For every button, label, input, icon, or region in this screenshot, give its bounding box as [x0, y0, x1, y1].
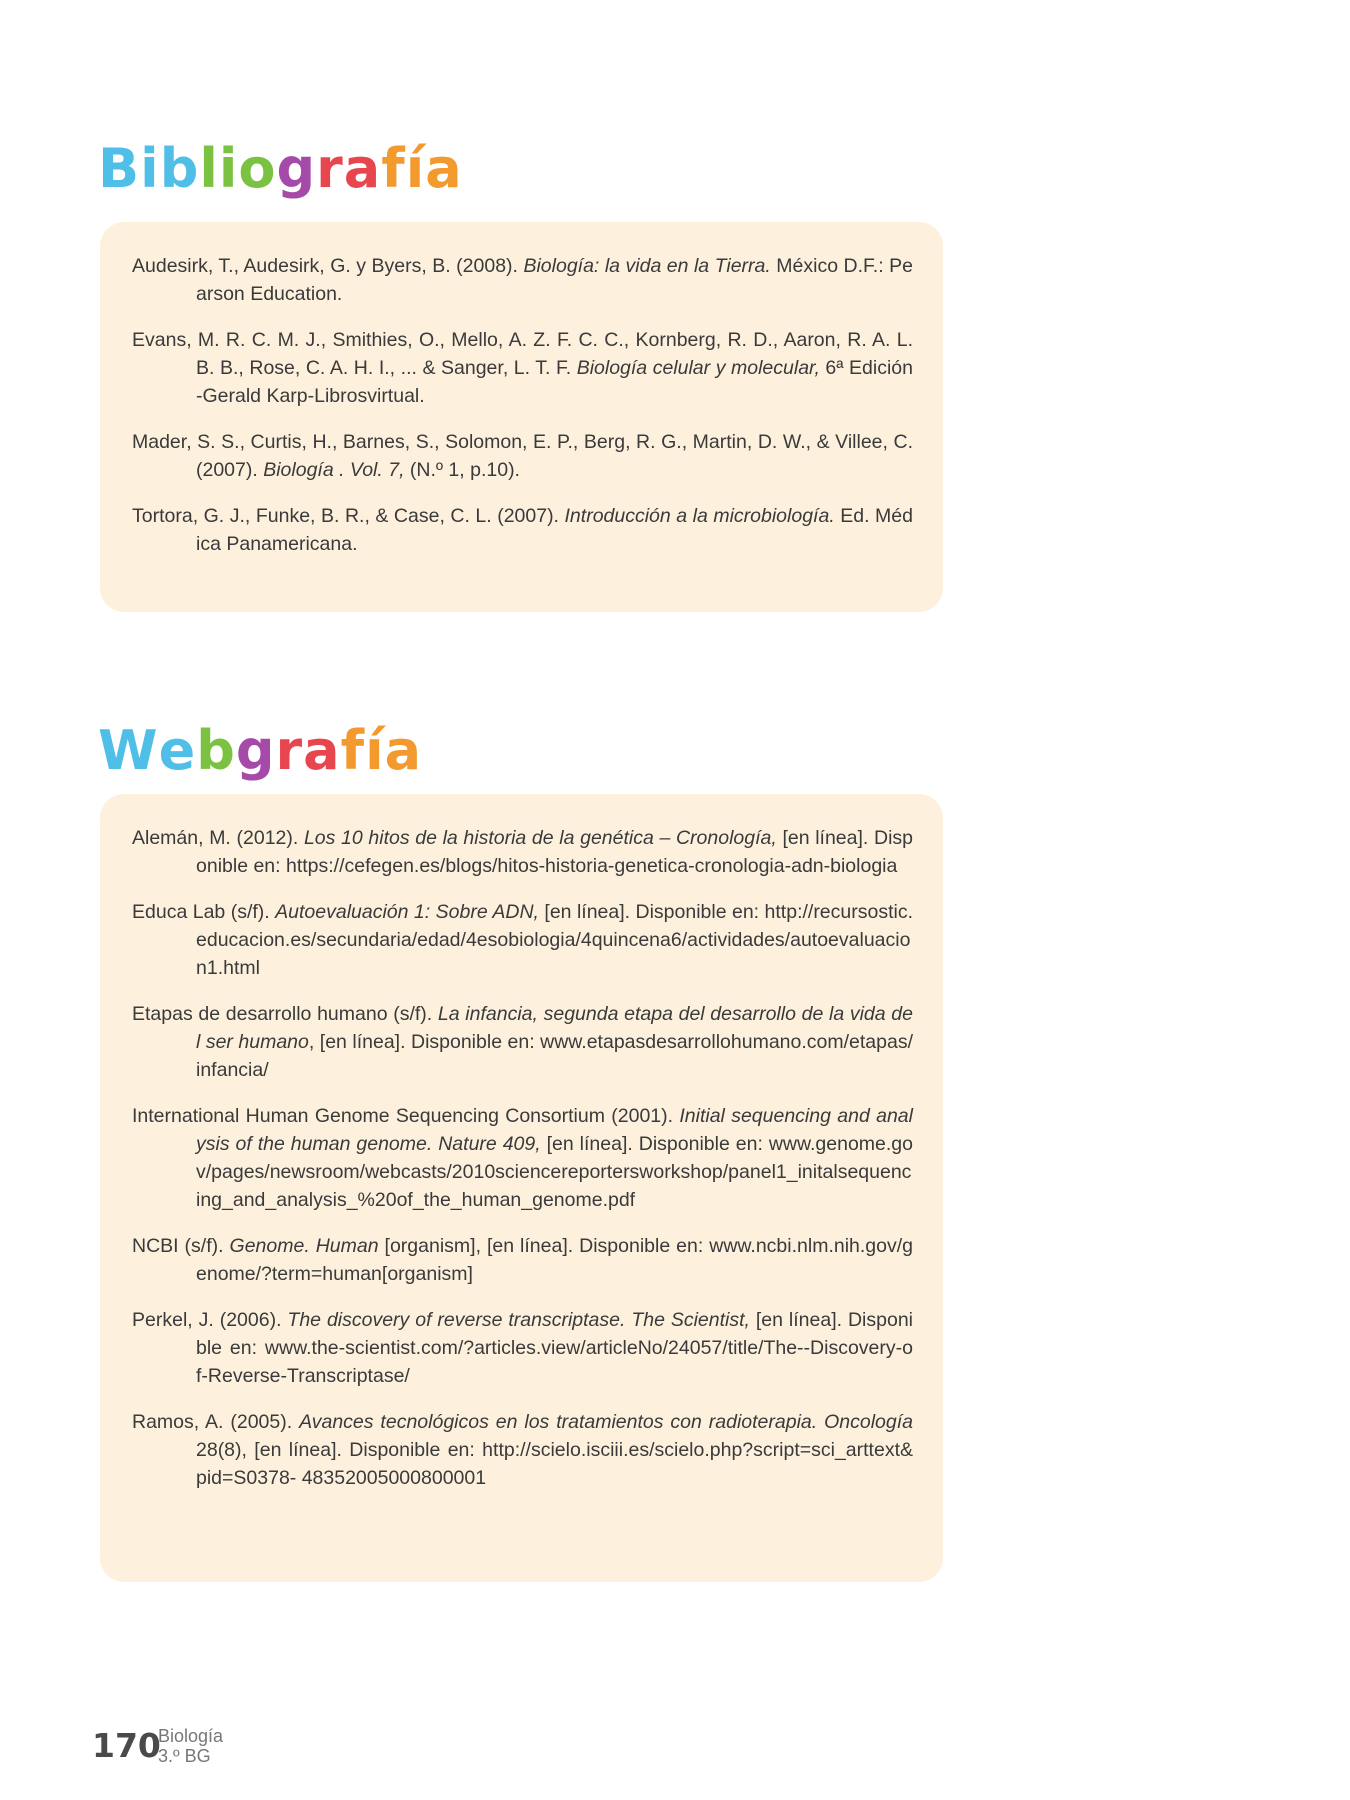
reference-title: Avances tecnológicos en los tratamientos con radioterapia. Oncología [299, 1411, 913, 1433]
reference-text: Evans, M. R. C. M. J., Smithies, O., Mello, A. Z. F. C. C., Kornberg, R. D., Aaron, R. A. L. B. B., Rose, C. A. H. I., ... & Sanger, L. T. F. [132, 329, 913, 379]
reference-title: Biología: la vida en la Tierra. [523, 255, 771, 277]
title-letter: i [140, 137, 160, 200]
title-letter: a [303, 719, 341, 782]
reference-entry [132, 1102, 913, 1214]
title-letter: í [365, 719, 385, 782]
title-letter: a [425, 137, 463, 200]
bibliografia-title [98, 137, 463, 200]
title-letter: b [159, 137, 200, 200]
reference-text: [en línea]. Disponible en: https://cefegen.es/blogs/hitos-historia-genetica-cronologia-adn-biologia [196, 827, 913, 877]
reference-title: Introducción a la microbiología. [564, 505, 835, 527]
title-letter: i [218, 137, 239, 200]
reference-text: (N.º 1, p.10). [404, 459, 520, 481]
reference-text: Perkel, J. (2006). [132, 1309, 288, 1331]
reference-entry [132, 428, 913, 484]
reference-text: Educa Lab (s/f). [132, 901, 276, 923]
reference-text: Ed. Médica Panamericana. [196, 505, 913, 555]
reference-title: Biología . Vol. 7, [263, 459, 405, 481]
title-letter: e [158, 719, 197, 782]
title-letter: r [316, 137, 344, 200]
reference-text: Audesirk, T., Audesirk, G. y Byers, B. (2008). [132, 255, 524, 277]
reference-entry [132, 326, 913, 410]
reference-text: , [en línea]. Disponible en: www.etapasdesarrollohumano.com/etapas/infancia/ [196, 1031, 913, 1081]
reference-title: Genome. Human [229, 1235, 379, 1257]
reference-entry [132, 824, 913, 880]
reference-text: Tortora, G. J., Funke, B. R., & Case, C. L. (2007). [132, 505, 565, 527]
reference-text: [en línea]. Disponible en: www.the-scientist.com/?articles.view/articleNo/24057/title/The--Discovery-of-Reverse-Transcriptase/ [196, 1309, 913, 1387]
reference-text: México D.F.: Pearson Education. [196, 255, 913, 305]
reference-title: La infancia, segunda etapa del desarrollo de la vida del ser humano [196, 1003, 913, 1053]
reference-text: [en línea]. Disponible en: www.genome.gov/pages/newsroom/webcasts/2010sciencereportersworkshop/panel1_initalsequencing_and_analysis_%20of_the_human_genome.pdf [196, 1133, 913, 1211]
reference-text: 6ª Edición-Gerald Karp-Librosvirtual. [196, 357, 913, 407]
title-letter: g [235, 719, 276, 782]
title-letter: l [199, 137, 219, 200]
reference-title: Biología celular y molecular, [576, 357, 820, 379]
title-letter: W [98, 719, 159, 782]
title-letter: í [405, 137, 426, 200]
reference-title: The discovery of reverse transcriptase. The Scientist, [287, 1309, 750, 1331]
reference-text: Mader, S. S., Curtis, H., Barnes, S., Solomon, E. P., Berg, R. G., Martin, D. W., & Villee, C. (2007). [132, 431, 913, 481]
reference-entry [132, 1306, 913, 1390]
title-letter: a [384, 719, 423, 782]
reference-title: Initial sequencing and analysis of the human genome. Nature 409, [196, 1105, 913, 1155]
title-letter: f [381, 137, 406, 200]
reference-text: 28(8), [en línea]. Disponible en: http://scielo.isciii.es/scielo.php?script=sci_arttext&pid=S0378- 48352005000800001 [196, 1439, 913, 1489]
reference-title: Los 10 hitos de la historia de la genética – Cronología, [303, 827, 777, 849]
reference-text: Ramos, A. (2005). [132, 1411, 300, 1433]
reference-entry [132, 502, 913, 558]
title-letter: o [238, 137, 277, 200]
footer-subject: Biología [158, 1726, 224, 1746]
footer-grade: 3.º BG [158, 1746, 211, 1766]
bibliografia-box [100, 222, 943, 612]
reference-entry [132, 1408, 913, 1492]
title-letter: a [343, 137, 382, 200]
title-letter: g [276, 137, 317, 200]
title-letter: B [98, 137, 141, 200]
webgrafia-title [98, 719, 423, 782]
reference-entry [132, 1000, 913, 1084]
reference-text: Alemán, M. (2012). [132, 827, 304, 849]
reference-text: International Human Genome Sequencing Consortium (2001). [132, 1105, 680, 1127]
title-letter: f [340, 719, 366, 782]
title-letter: r [275, 719, 304, 782]
reference-title: Autoevaluación 1: Sobre ADN, [275, 901, 539, 923]
title-letter: b [196, 719, 236, 782]
reference-text: [organism], [en línea]. Disponible en: www.ncbi.nlm.nih.gov/genome/?term=human[organism] [196, 1235, 913, 1285]
reference-text: [en línea]. Disponible en: http://recursostic.educacion.es/secundaria/edad/4esobiologia/4quincena6/actividades/autoevaluacion1.html [196, 901, 914, 979]
reference-entry [132, 252, 913, 308]
reference-text: Etapas de desarrollo humano (s/f). [132, 1003, 438, 1025]
reference-text: NCBI (s/f). [132, 1235, 230, 1257]
page-number: 170 [92, 1726, 161, 1765]
reference-entry [132, 1232, 913, 1288]
webgrafia-box [100, 794, 943, 1582]
reference-entry [132, 898, 913, 982]
